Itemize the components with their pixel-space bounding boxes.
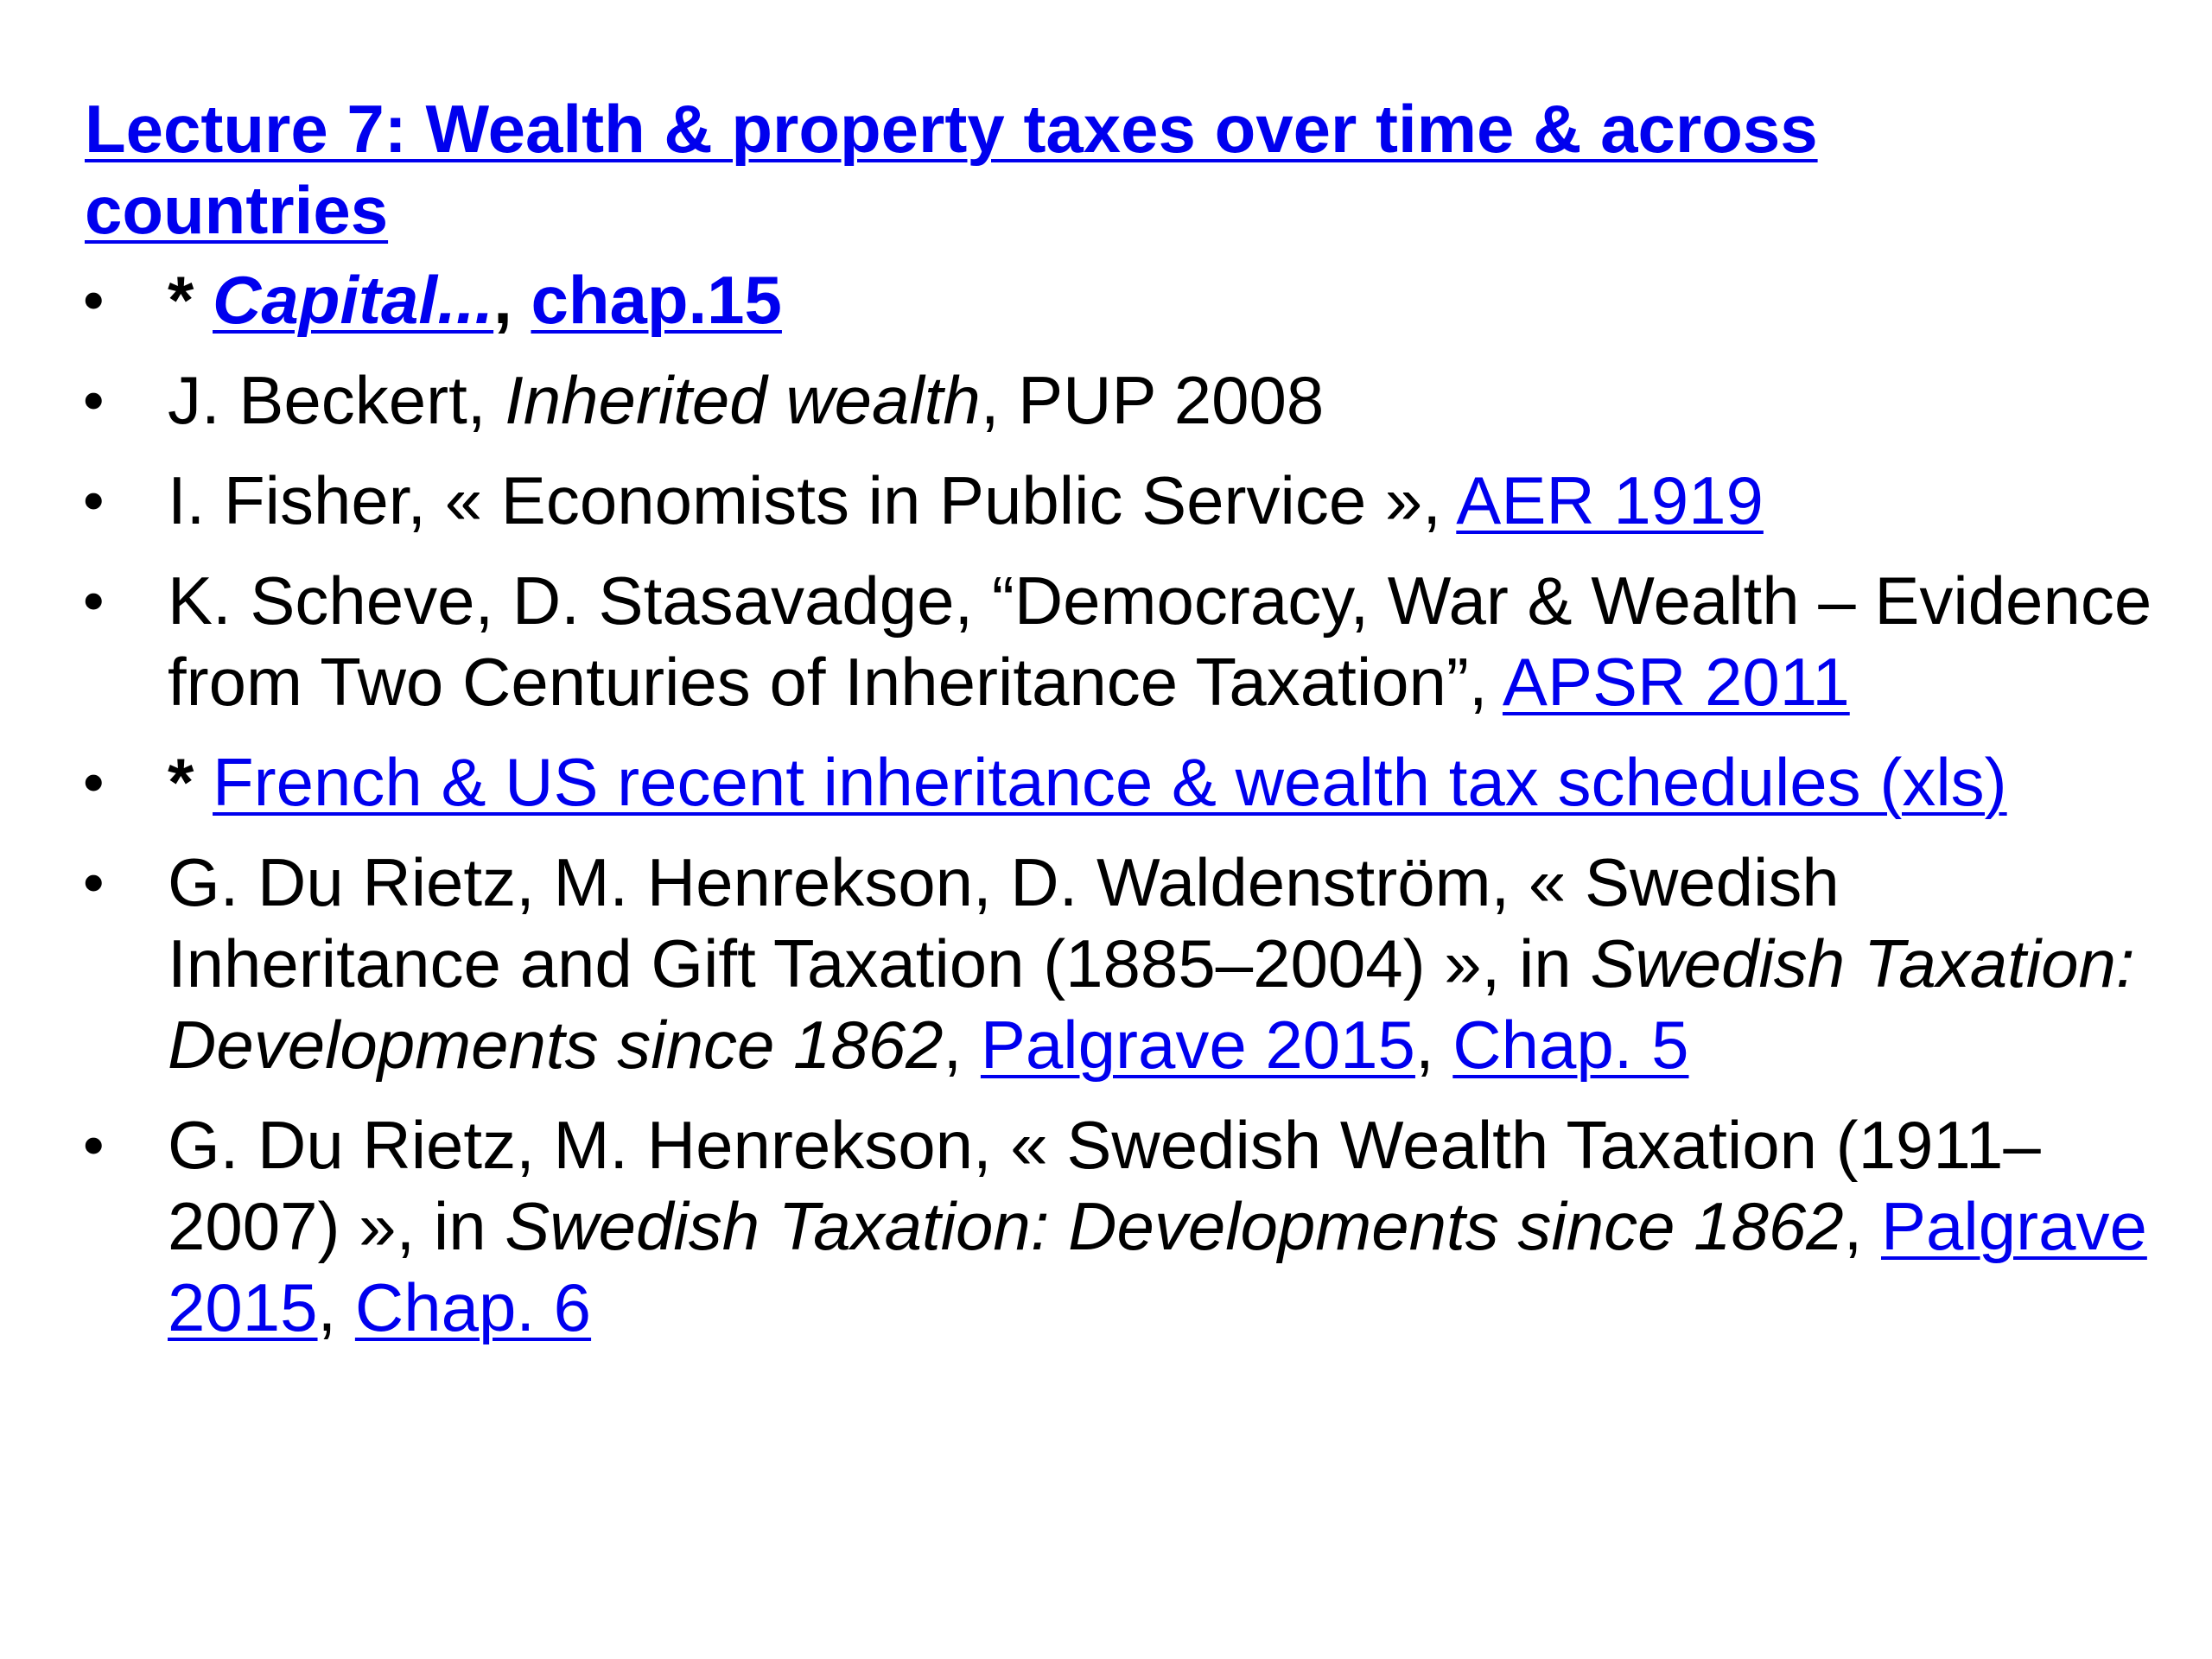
reference-text: K. Scheve, D. Stasavadge, “Democracy, War & Wealth – Evidence from Two Centuries of Inheritance Taxation”, bbox=[168, 563, 2152, 720]
palgrave-2015-link[interactable]: Palgrave 2015 bbox=[168, 1188, 2147, 1345]
reference-text: G. Du Rietz, M. Henrekson, « Swedish Wealth Taxation (1911–2007) », in bbox=[168, 1107, 2041, 1264]
separator: , bbox=[1843, 1188, 1881, 1264]
chap-5-link[interactable]: Chap. 5 bbox=[1452, 1007, 1689, 1083]
tax-schedules-xls-link[interactable]: French & US recent inheritance & wealth tax schedules (xls) bbox=[213, 744, 2007, 820]
apsr-2011-link[interactable]: APSR 2011 bbox=[1502, 644, 1850, 720]
chap15-link[interactable]: chap.15 bbox=[531, 262, 782, 338]
reference-item-scheve bbox=[0, 560, 2190, 722]
separator: , bbox=[493, 262, 512, 338]
reference-publisher: , PUP 2008 bbox=[980, 362, 1325, 438]
lecture-title bbox=[85, 88, 2072, 251]
reference-book-title: Swedish Taxation: Developments since 1862 bbox=[168, 925, 2135, 1083]
bullet-icon: • bbox=[83, 567, 105, 634]
reference-item-swedish-wealth bbox=[0, 1104, 2190, 1348]
reference-text: I. Fisher, « Economists in Public Service », bbox=[168, 462, 1457, 538]
reference-item-beckert bbox=[0, 359, 2190, 441]
reference-item-fisher bbox=[0, 460, 2190, 541]
bullet-icon: • bbox=[83, 467, 105, 534]
separator: , bbox=[1414, 1007, 1453, 1083]
required-star: * bbox=[168, 262, 194, 338]
bullet-icon: • bbox=[83, 849, 105, 916]
required-star: * bbox=[168, 744, 194, 820]
reference-book-title: Inherited wealth bbox=[505, 362, 981, 438]
reference-item-tax-schedules bbox=[0, 741, 2190, 823]
reference-item-capital bbox=[0, 259, 2190, 340]
lecture-title-link[interactable]: Lecture 7: Wealth & property taxes over time & across countries bbox=[85, 91, 1818, 248]
separator: , bbox=[317, 1269, 355, 1345]
reference-list bbox=[0, 259, 2195, 1367]
capital-link[interactable]: Capital... bbox=[213, 262, 494, 338]
palgrave-2015-link[interactable]: Palgrave 2015 bbox=[980, 1007, 1415, 1083]
reference-item-swedish-inheritance bbox=[0, 842, 2190, 1085]
bullet-icon: • bbox=[83, 266, 105, 334]
separator: , bbox=[943, 1007, 981, 1083]
bullet-icon: • bbox=[83, 748, 105, 816]
reference-text: G. Du Rietz, M. Henrekson, D. Waldenström, « Swedish Inheritance and Gift Taxation (1885–2004) », in bbox=[168, 844, 1840, 1001]
bullet-icon: • bbox=[83, 1111, 105, 1179]
reference-book-title: Swedish Taxation: Developments since 1862 bbox=[505, 1188, 1844, 1264]
aer-1919-link[interactable]: AER 1919 bbox=[1456, 462, 1764, 538]
chap-6-link[interactable]: Chap. 6 bbox=[354, 1269, 592, 1345]
reference-author: J. Beckert, bbox=[168, 362, 505, 438]
bullet-icon: • bbox=[83, 366, 105, 434]
